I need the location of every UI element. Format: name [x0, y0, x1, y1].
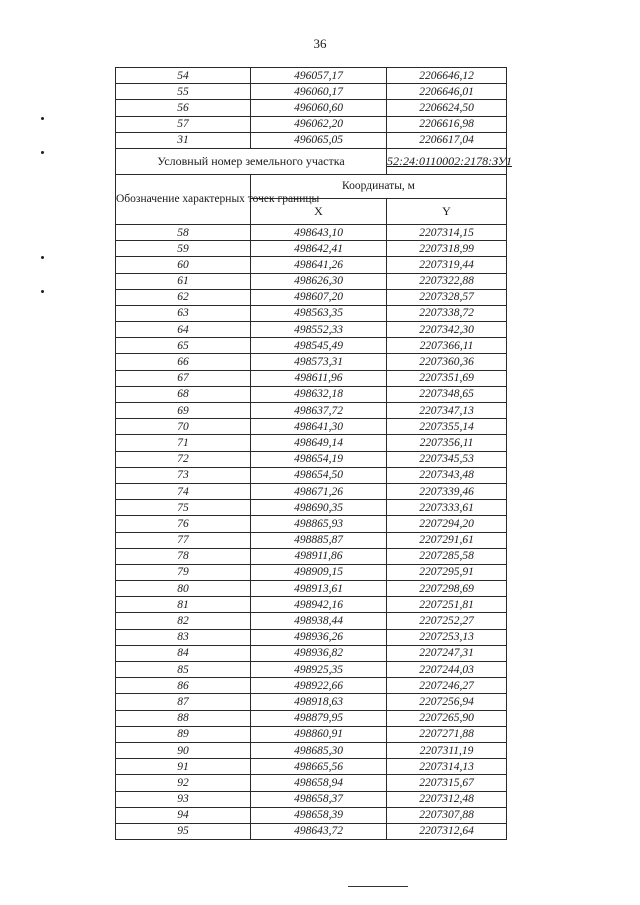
point-number: 74: [116, 483, 251, 499]
point-number: 54: [116, 68, 251, 84]
table-row: [116, 807, 507, 823]
y-value: 2207343,48: [387, 467, 507, 483]
y-value: 2206624,50: [387, 100, 507, 116]
x-value: 496060,17: [251, 84, 387, 100]
y-value: 2207315,67: [387, 775, 507, 791]
point-number: 85: [116, 662, 251, 678]
y-value: 2207347,13: [387, 403, 507, 419]
x-value: 498641,26: [251, 257, 387, 273]
table-row: [116, 68, 507, 84]
y-value: 2206616,98: [387, 116, 507, 132]
y-value: 2207291,61: [387, 532, 507, 548]
y-value: 2206617,04: [387, 132, 507, 148]
y-value: 2207360,36: [387, 354, 507, 370]
point-number: 82: [116, 613, 251, 629]
point-number: 56: [116, 100, 251, 116]
x-value: 498552,33: [251, 322, 387, 338]
parcel-label: Условный номер земельного участка: [116, 148, 387, 174]
table-row: [116, 775, 507, 791]
table-row: [116, 338, 507, 354]
point-number: 94: [116, 807, 251, 823]
x-value: 496062,20: [251, 116, 387, 132]
y-value: 2207322,88: [387, 273, 507, 289]
table-row: [116, 597, 507, 613]
x-value: 498922,66: [251, 678, 387, 694]
y-value: 2207285,58: [387, 548, 507, 564]
y-value: 2207345,53: [387, 451, 507, 467]
x-value: 498665,56: [251, 759, 387, 775]
point-number: 78: [116, 548, 251, 564]
table-row: [116, 305, 507, 321]
table-row: [116, 370, 507, 386]
y-value: 2207333,61: [387, 500, 507, 516]
table-row: [116, 100, 507, 116]
point-number: 58: [116, 224, 251, 240]
point-number: 63: [116, 305, 251, 321]
table-row: [116, 354, 507, 370]
x-value: 498885,87: [251, 532, 387, 548]
y-value: 2207318,99: [387, 241, 507, 257]
x-value: 498909,15: [251, 564, 387, 580]
point-number: 65: [116, 338, 251, 354]
table-row: [116, 613, 507, 629]
point-number: 93: [116, 791, 251, 807]
point-number: 57: [116, 116, 251, 132]
x-value: 496065,05: [251, 132, 387, 148]
point-number: 80: [116, 581, 251, 597]
x-value: 498563,35: [251, 305, 387, 321]
point-number: 84: [116, 645, 251, 661]
table-row: [116, 694, 507, 710]
table-row: [116, 419, 507, 435]
x-value: 498649,14: [251, 435, 387, 451]
x-value: 498658,39: [251, 807, 387, 823]
y-value: 2207311,19: [387, 742, 507, 758]
y-value: 2207355,14: [387, 419, 507, 435]
x-value: 498545,49: [251, 338, 387, 354]
y-value: 2207251,81: [387, 597, 507, 613]
y-value: 2207312,64: [387, 823, 507, 839]
y-value: 2207295,91: [387, 564, 507, 580]
x-value: 498879,95: [251, 710, 387, 726]
coords-header: Координаты, м: [251, 174, 507, 198]
table-row: [116, 532, 507, 548]
table-row: [116, 678, 507, 694]
x-value: 496060,60: [251, 100, 387, 116]
point-number: 67: [116, 370, 251, 386]
point-number: 66: [116, 354, 251, 370]
table-row: [116, 403, 507, 419]
point-number: 64: [116, 322, 251, 338]
y-value: 2207338,72: [387, 305, 507, 321]
table-row: [116, 581, 507, 597]
table-row: [116, 386, 507, 402]
table-row: [116, 273, 507, 289]
point-number: 77: [116, 532, 251, 548]
point-number: 71: [116, 435, 251, 451]
page-number: 36: [313, 36, 327, 51]
point-number: 91: [116, 759, 251, 775]
point-number: 73: [116, 467, 251, 483]
continued-rows: [116, 68, 507, 149]
y-value: 2207319,44: [387, 257, 507, 273]
y-value: 2207265,90: [387, 710, 507, 726]
y-value: 2207312,48: [387, 791, 507, 807]
point-number: 61: [116, 273, 251, 289]
table-row: [116, 500, 507, 516]
table-row: [116, 742, 507, 758]
margin-dot: [41, 151, 44, 154]
table-row: [116, 289, 507, 305]
x-value: 498865,93: [251, 516, 387, 532]
x-value: 498911,86: [251, 548, 387, 564]
x-value: 498658,94: [251, 775, 387, 791]
y-value: 2207342,30: [387, 322, 507, 338]
table-row: [116, 241, 507, 257]
x-value: 498936,26: [251, 629, 387, 645]
point-number: 62: [116, 289, 251, 305]
table-row: [116, 224, 507, 240]
table-row: [116, 791, 507, 807]
y-value: 2207356,11: [387, 435, 507, 451]
y-value: 2207314,13: [387, 759, 507, 775]
x-value: 498643,10: [251, 224, 387, 240]
x-value: 498913,61: [251, 581, 387, 597]
x-value: 498643,72: [251, 823, 387, 839]
margin-dot: [41, 117, 44, 120]
point-number: 60: [116, 257, 251, 273]
x-header: X: [251, 198, 387, 224]
point-number: 76: [116, 516, 251, 532]
point-number: 92: [116, 775, 251, 791]
parcel-row: [116, 148, 507, 174]
point-number: 89: [116, 726, 251, 742]
point-number: 95: [116, 823, 251, 839]
x-value: 498938,44: [251, 613, 387, 629]
x-value: 498925,35: [251, 662, 387, 678]
table-row: [116, 823, 507, 839]
point-number: 81: [116, 597, 251, 613]
table-row: [116, 116, 507, 132]
table-row: [116, 84, 507, 100]
point-number: 90: [116, 742, 251, 758]
margin-dot: [41, 290, 44, 293]
x-value: 498607,20: [251, 289, 387, 305]
x-value: 498632,18: [251, 386, 387, 402]
point-number: 31: [116, 132, 251, 148]
table-row: [116, 257, 507, 273]
y-value: 2207294,20: [387, 516, 507, 532]
y-value: 2207271,88: [387, 726, 507, 742]
x-value: 498641,30: [251, 419, 387, 435]
table-row: [116, 451, 507, 467]
table-row: [116, 467, 507, 483]
footer-rule: [348, 886, 408, 887]
point-number: 59: [116, 241, 251, 257]
x-value: 498654,19: [251, 451, 387, 467]
x-value: 498690,35: [251, 500, 387, 516]
y-value: 2207307,88: [387, 807, 507, 823]
y-value: 2207366,11: [387, 338, 507, 354]
point-number: 75: [116, 500, 251, 516]
table-row: [116, 435, 507, 451]
table-row: [116, 710, 507, 726]
x-value: 498685,30: [251, 742, 387, 758]
point-number: 79: [116, 564, 251, 580]
x-value: 498573,31: [251, 354, 387, 370]
x-value: 498642,41: [251, 241, 387, 257]
table-row: [116, 726, 507, 742]
point-number: 72: [116, 451, 251, 467]
x-value: 498658,37: [251, 791, 387, 807]
point-number: 68: [116, 386, 251, 402]
table-row: [116, 483, 507, 499]
x-value: 498671,26: [251, 483, 387, 499]
point-number: 55: [116, 84, 251, 100]
y-value: 2207339,46: [387, 483, 507, 499]
point-rows: [116, 224, 507, 839]
y-value: 2207314,15: [387, 224, 507, 240]
table-row: [116, 564, 507, 580]
point-number: 69: [116, 403, 251, 419]
y-value: 2207253,13: [387, 629, 507, 645]
y-value: 2207298,69: [387, 581, 507, 597]
point-label-header: Обозначение характерных точек границы: [116, 174, 251, 224]
y-value: 2207246,27: [387, 678, 507, 694]
y-value: 2207351,69: [387, 370, 507, 386]
table-row: [116, 548, 507, 564]
y-value: 2207328,57: [387, 289, 507, 305]
coordinates-table: [115, 67, 512, 840]
margin-dot: [41, 256, 44, 259]
point-number: 86: [116, 678, 251, 694]
x-value: 498942,16: [251, 597, 387, 613]
table-row: [116, 759, 507, 775]
x-value: 498860,91: [251, 726, 387, 742]
x-value: 496057,17: [251, 68, 387, 84]
y-value: 2207252,27: [387, 613, 507, 629]
x-value: 498918,63: [251, 694, 387, 710]
y-value: 2207247,31: [387, 645, 507, 661]
parcel-number: 52:24:0110002:2178:ЗУ1: [387, 148, 507, 174]
point-number: 83: [116, 629, 251, 645]
table-row: [116, 322, 507, 338]
point-number: 87: [116, 694, 251, 710]
x-value: 498637,72: [251, 403, 387, 419]
table-row: [116, 629, 507, 645]
table-row: [116, 662, 507, 678]
y-header: Y: [387, 198, 507, 224]
y-value: 2206646,01: [387, 84, 507, 100]
parcel-section: [116, 148, 512, 224]
x-value: 498611,96: [251, 370, 387, 386]
x-value: 498936,82: [251, 645, 387, 661]
point-number: 70: [116, 419, 251, 435]
y-value: 2206646,12: [387, 68, 507, 84]
x-value: 498626,30: [251, 273, 387, 289]
y-value: 2207244,03: [387, 662, 507, 678]
table-row: [116, 132, 507, 148]
table-header-row: [116, 174, 507, 198]
table-row: [116, 645, 507, 661]
y-value: 2207256,94: [387, 694, 507, 710]
x-value: 498654,50: [251, 467, 387, 483]
table-row: [116, 516, 507, 532]
y-value: 2207348,65: [387, 386, 507, 402]
point-number: 88: [116, 710, 251, 726]
